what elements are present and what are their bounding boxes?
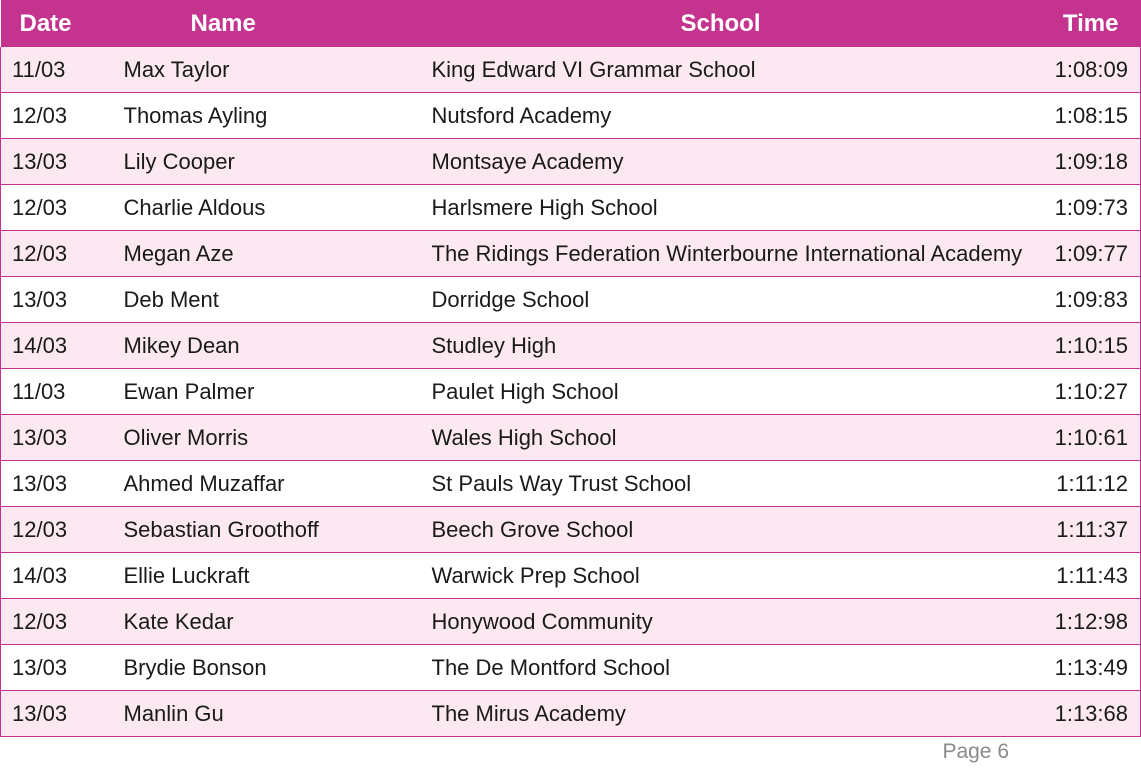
- column-header-time: Time: [1019, 0, 1141, 47]
- cell-time: 1:08:09: [1019, 47, 1141, 93]
- column-header-date: Date: [1, 0, 116, 47]
- cell-school: Beech Grove School: [423, 507, 1019, 553]
- cell-time: 1:09:18: [1019, 139, 1141, 185]
- cell-name: Mikey Dean: [116, 323, 423, 369]
- cell-date: 13/03: [1, 415, 116, 461]
- cell-time: 1:11:43: [1019, 553, 1141, 599]
- table-body: [1, 47, 1141, 737]
- cell-school: The Ridings Federation Winterbourne International Academy: [423, 231, 1019, 277]
- table-row: [1, 645, 1141, 691]
- cell-school: Studley High: [423, 323, 1019, 369]
- cell-name: Kate Kedar: [116, 599, 423, 645]
- table-row: [1, 415, 1141, 461]
- cell-school: Honywood Community: [423, 599, 1019, 645]
- cell-name: Oliver Morris: [116, 415, 423, 461]
- cell-date: 12/03: [1, 231, 116, 277]
- cell-name: Deb Ment: [116, 277, 423, 323]
- cell-school: Dorridge School: [423, 277, 1019, 323]
- table-row: [1, 461, 1141, 507]
- table-row: [1, 553, 1141, 599]
- cell-time: 1:11:12: [1019, 461, 1141, 507]
- cell-name: Charlie Aldous: [116, 185, 423, 231]
- header-row: [1, 0, 1141, 47]
- table-row: [1, 599, 1141, 645]
- cell-school: St Pauls Way Trust School: [423, 461, 1019, 507]
- cell-time: 1:09:83: [1019, 277, 1141, 323]
- cell-time: 1:09:73: [1019, 185, 1141, 231]
- cell-school: King Edward VI Grammar School: [423, 47, 1019, 93]
- table-row: [1, 691, 1141, 737]
- cell-school: The De Montford School: [423, 645, 1019, 691]
- table-row: [1, 231, 1141, 277]
- cell-name: Manlin Gu: [116, 691, 423, 737]
- cell-date: 12/03: [1, 599, 116, 645]
- cell-name: Max Taylor: [116, 47, 423, 93]
- table-row: [1, 139, 1141, 185]
- cell-name: Sebastian Groothoff: [116, 507, 423, 553]
- table-row: [1, 369, 1141, 415]
- cell-time: 1:10:27: [1019, 369, 1141, 415]
- page-number: Page 6: [942, 740, 1009, 763]
- cell-school: Wales High School: [423, 415, 1019, 461]
- table-row: [1, 47, 1141, 93]
- table-header: [1, 0, 1141, 47]
- cell-school: The Mirus Academy: [423, 691, 1019, 737]
- cell-time: 1:11:37: [1019, 507, 1141, 553]
- table-row: [1, 507, 1141, 553]
- cell-name: Lily Cooper: [116, 139, 423, 185]
- cell-date: 11/03: [1, 47, 116, 93]
- cell-name: Thomas Ayling: [116, 93, 423, 139]
- cell-school: Harlsmere High School: [423, 185, 1019, 231]
- cell-name: Ahmed Muzaffar: [116, 461, 423, 507]
- cell-time: 1:10:61: [1019, 415, 1141, 461]
- cell-name: Megan Aze: [116, 231, 423, 277]
- table-row: [1, 93, 1141, 139]
- cell-date: 13/03: [1, 691, 116, 737]
- cell-date: 12/03: [1, 93, 116, 139]
- cell-date: 12/03: [1, 185, 116, 231]
- cell-name: Ewan Palmer: [116, 369, 423, 415]
- cell-date: 12/03: [1, 507, 116, 553]
- table-row: [1, 323, 1141, 369]
- cell-school: Nutsford Academy: [423, 93, 1019, 139]
- cell-date: 13/03: [1, 645, 116, 691]
- cell-date: 14/03: [1, 323, 116, 369]
- cell-time: 1:13:49: [1019, 645, 1141, 691]
- cell-name: Ellie Luckraft: [116, 553, 423, 599]
- cell-time: 1:10:15: [1019, 323, 1141, 369]
- cell-time: 1:08:15: [1019, 93, 1141, 139]
- cell-time: 1:12:98: [1019, 599, 1141, 645]
- column-header-name: Name: [116, 0, 423, 47]
- cell-date: 13/03: [1, 277, 116, 323]
- cell-date: 11/03: [1, 369, 116, 415]
- cell-date: 13/03: [1, 461, 116, 507]
- cell-time: 1:13:68: [1019, 691, 1141, 737]
- cell-name: Brydie Bonson: [116, 645, 423, 691]
- table-row: [1, 277, 1141, 323]
- column-header-school: School: [423, 0, 1019, 47]
- cell-school: Paulet High School: [423, 369, 1019, 415]
- cell-school: Montsaye Academy: [423, 139, 1019, 185]
- cell-date: 14/03: [1, 553, 116, 599]
- cell-school: Warwick Prep School: [423, 553, 1019, 599]
- cell-date: 13/03: [1, 139, 116, 185]
- cell-time: 1:09:77: [1019, 231, 1141, 277]
- table-row: [1, 185, 1141, 231]
